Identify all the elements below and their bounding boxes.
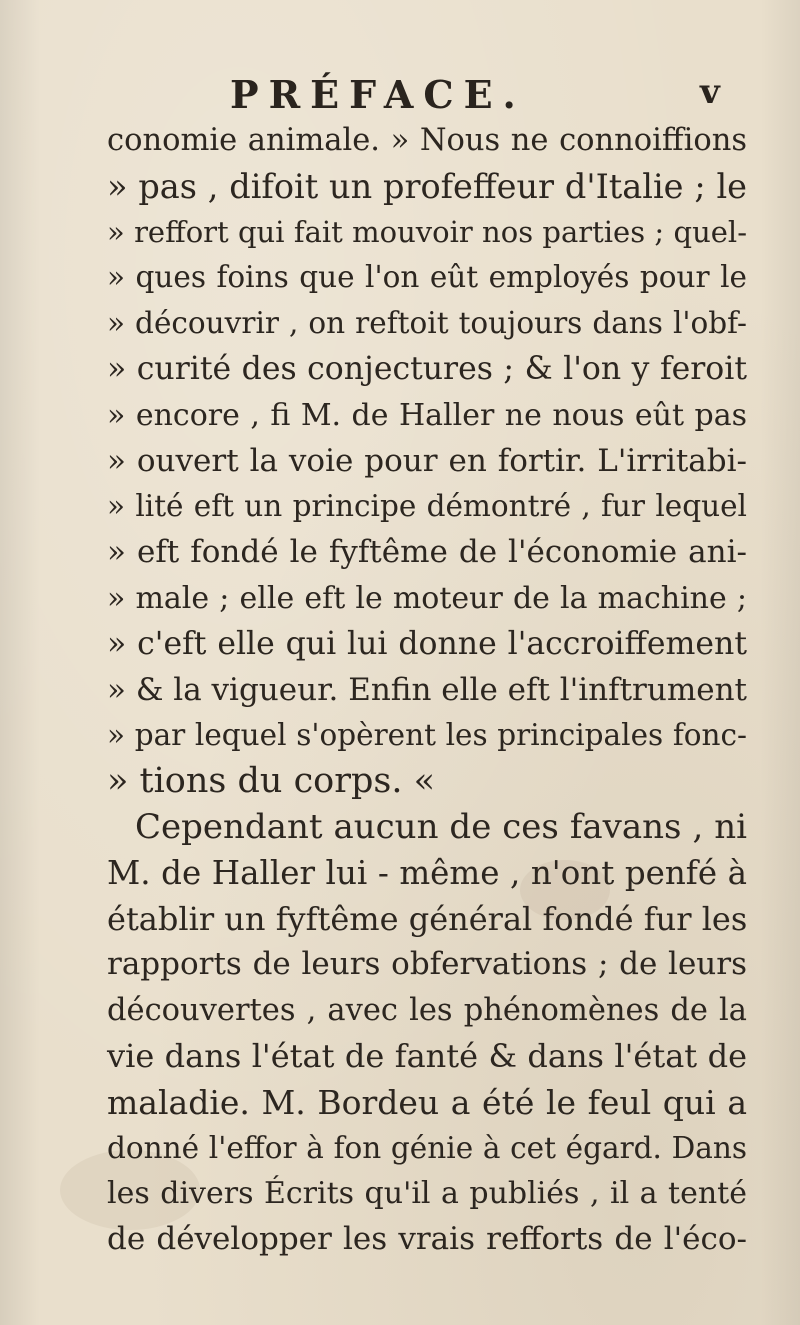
text-line: » c'eft elle qui lui donne l'accroiffement [107, 625, 747, 662]
text-line: » pas , difoit un profeffeur d'Italie ; le [107, 166, 747, 206]
text-line: » curité des conjectures ; & l'on y feroit [107, 350, 747, 387]
text-line: » eft fondé le fyftême de l'économie ani- [107, 534, 747, 571]
text-line: maladie. M. Bordeu a été le feul qui a [107, 1082, 747, 1122]
text-line: » ouvert la voie pour en fortir. L'irritabi- [107, 442, 747, 479]
text-line: » reffort qui fait mouvoir nos parties ; quel- [107, 214, 747, 249]
text-line: Cependant aucun de ces favans , ni [135, 806, 747, 847]
text-line: » ques foins que l'on eût employés pour le [107, 260, 747, 295]
text-line: » & la vigueur. Enfin elle eft l'inftrument [107, 671, 747, 708]
text-line: rapports de leurs obfervations ; de leurs [107, 946, 747, 983]
text-line: vie dans l'état de fanté & dans l'état de [107, 1036, 747, 1075]
text-line: découvertes , avec les phénomènes de la [107, 993, 747, 1029]
text-line: » tions du corps. « [107, 761, 436, 802]
running-title: PRÉFACE. [230, 72, 526, 117]
text-line: conomie animale. » Nous ne connoiffions [107, 123, 747, 158]
page-header [0, 62, 800, 122]
text-line: » male ; elle eft le moteur de la machine ; [107, 580, 747, 616]
text-line: » encore , fi M. de Haller ne nous eût pas [107, 397, 747, 433]
page-number: v [700, 72, 720, 112]
text-line: M. de Haller lui - même , n'ont penfé à [107, 853, 747, 892]
text-line: » lité eft un principe démontré , fur lequel [107, 489, 747, 524]
text-line: donné l'effor à fon génie à cet égard. Dans [107, 1130, 747, 1165]
text-line: » par lequel s'opèrent les principales fonc- [107, 718, 747, 753]
text-line: » découvrir , on reftoit toujours dans l'obf- [107, 306, 747, 341]
text-line: les divers Écrits qu'il a publiés , il a tenté [107, 1176, 747, 1212]
text-line: établir un fyftême général fondé fur les [107, 899, 748, 938]
body-text [107, 118, 747, 1263]
text-line: de développer les vrais refforts de l'éco- [107, 1221, 747, 1258]
